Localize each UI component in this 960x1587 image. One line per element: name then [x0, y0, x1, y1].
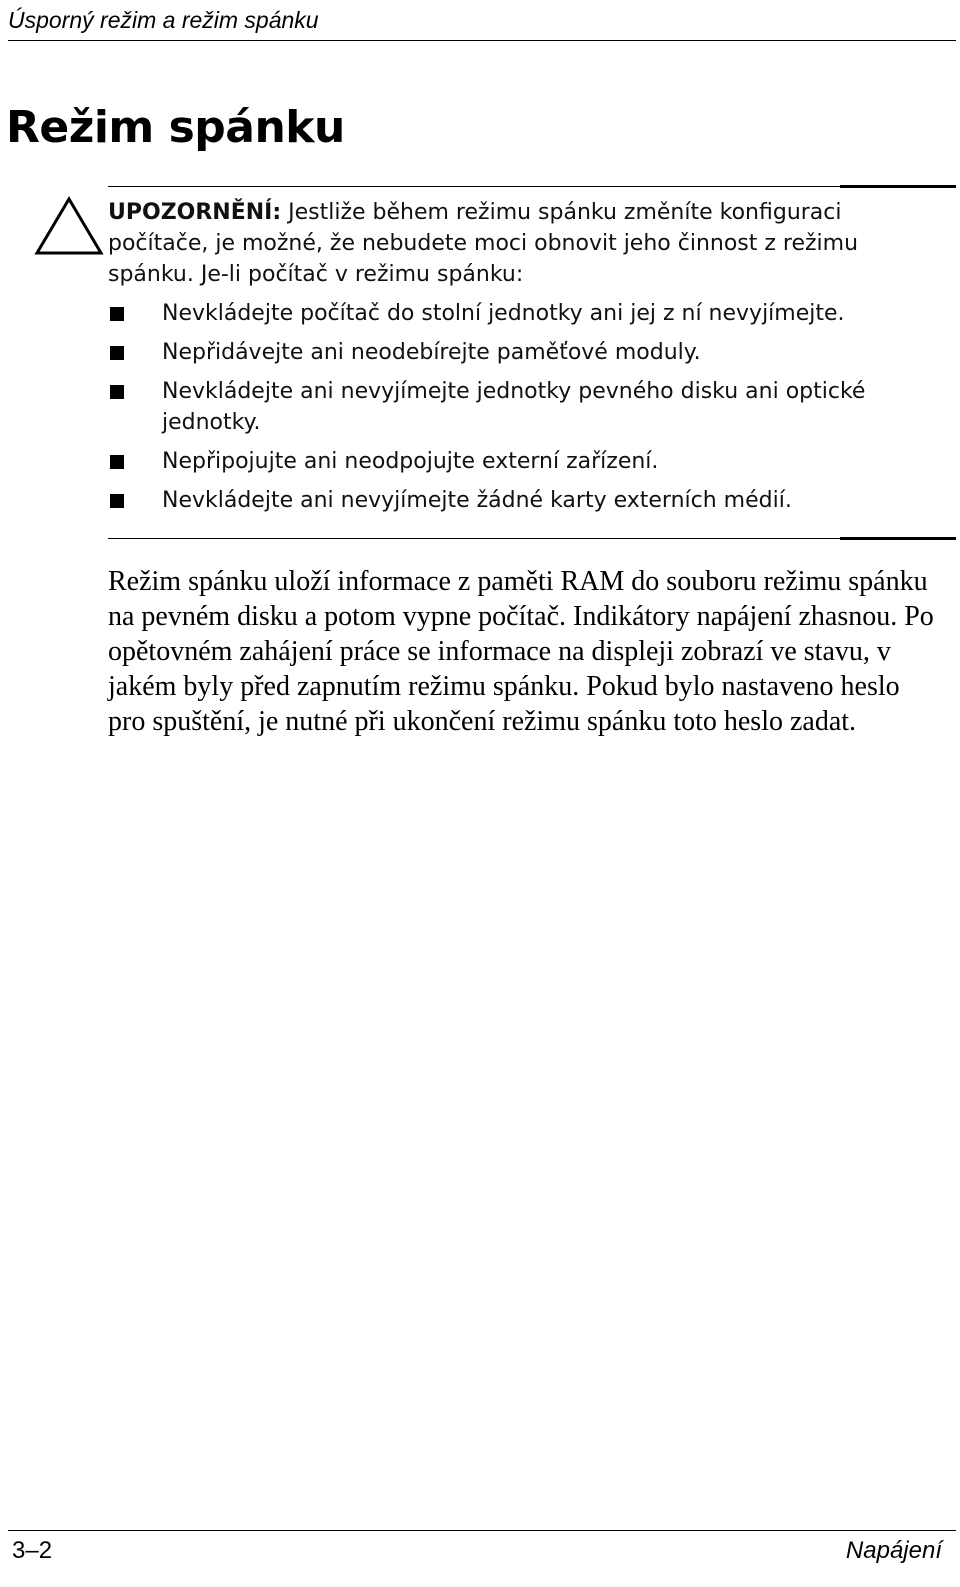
bullet-square-icon — [110, 385, 124, 399]
caution-label: UPOZORNĚNÍ: — [108, 200, 282, 225]
list-item — [108, 376, 908, 438]
caution-block — [108, 197, 908, 516]
header-rule — [8, 40, 956, 41]
list-item-text: Nevkládejte ani nevyjímejte jednotky pevného disku ani optické jednotky. — [162, 379, 866, 435]
bullet-square-icon — [110, 346, 124, 360]
chapter-name: Napájení — [845, 1537, 942, 1564]
bullet-square-icon — [110, 307, 124, 321]
caution-bottom-rule — [108, 538, 956, 539]
bullet-square-icon — [110, 494, 124, 508]
bullet-square-icon — [110, 455, 124, 469]
caution-intro — [108, 197, 908, 290]
footer-rule — [8, 1530, 956, 1531]
list-item — [108, 337, 908, 368]
page-title: Režim spánku — [6, 102, 345, 153]
caution-bottom-rule-accent — [840, 537, 956, 540]
running-header: Úsporný režim a režim spánku — [8, 7, 319, 33]
caution-text: Jestliže během režimu spánku změníte konfiguraci počítače, je možné, že nebudete moci obnovit jeho činnost z režimu spánku. Je-li počítač v režimu spánku: — [108, 200, 859, 287]
list-item-text: Nepřipojujte ani neodpojujte externí zařízení. — [162, 449, 659, 474]
caution-top-rule-accent — [840, 185, 956, 188]
list-item-text: Nepřidávejte ani neodebírejte paměťové moduly. — [162, 340, 701, 365]
list-item-text: Nevkládejte ani nevyjímejte žádné karty externích médií. — [162, 488, 792, 513]
page-number: 3–2 — [12, 1537, 53, 1564]
list-item-text: Nevkládejte počítač do stolní jednotky ani jej z ní nevyjímejte. — [162, 301, 845, 326]
caution-top-rule — [108, 186, 956, 187]
body-paragraph: Režim spánku uloží informace z paměti RAM do souboru režimu spánku na pevném disku a potom vypne počítač. Indikátory napájení zhasnou. Po opětovném zahájení práce se informace na displeji zobrazí ve stavu, v jakém byly před zapnutím režimu spánku. Pokud bylo nastaveno heslo pro spuštění, je nutné při ukončení režimu spánku toto heslo zadat. — [108, 566, 934, 737]
warning-triangle-icon — [34, 196, 104, 256]
list-item — [108, 485, 908, 516]
list-item — [108, 446, 908, 477]
caution-list — [108, 298, 908, 516]
list-item — [108, 298, 908, 329]
